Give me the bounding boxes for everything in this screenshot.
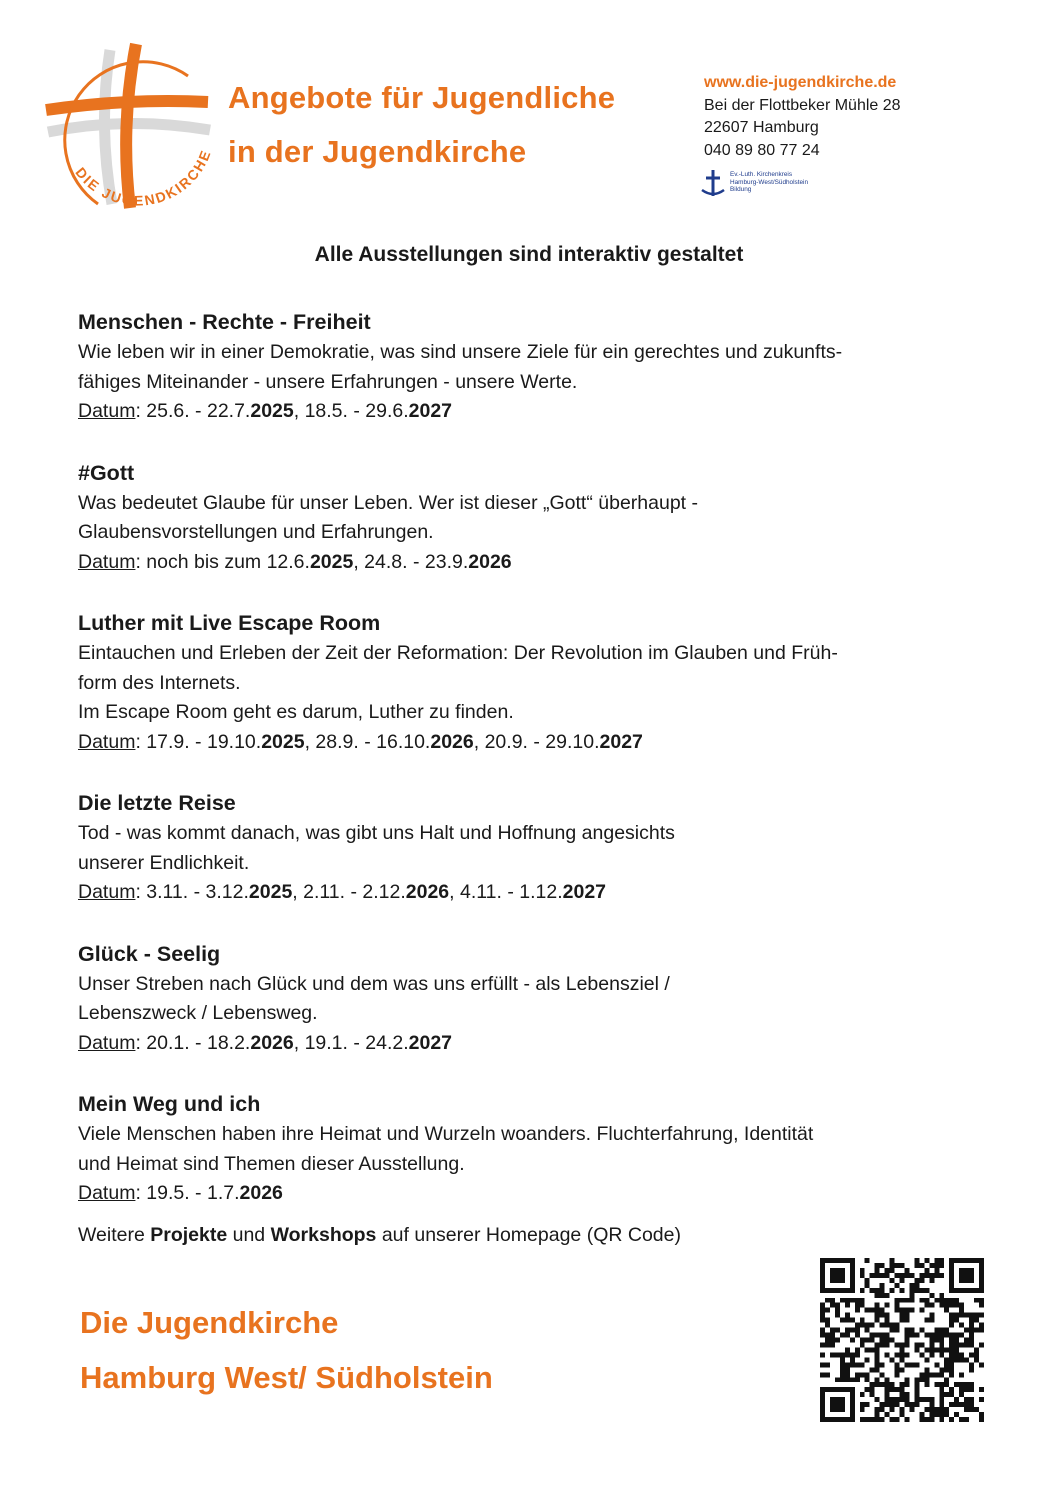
date-range: , 28.9. - 16.10. (304, 730, 431, 753)
date-range: : 20.1. - 18.2. (135, 1031, 251, 1054)
date-range: , 2.11. - 2.12. (292, 881, 406, 903)
exhibition-title: #Gott (78, 460, 135, 485)
note-pre: Weitere (78, 1223, 151, 1246)
contact-phone: 040 89 80 77 24 (704, 141, 820, 159)
kirchenkreis-line3: Bildung (730, 186, 752, 193)
qr-code[interactable] (820, 1258, 984, 1422)
logo-ring-text: DIE JUGENDKIRCHE (72, 146, 215, 209)
website-link[interactable]: www.die-jugendkirche.de (704, 74, 897, 91)
date-label: Datum (78, 550, 136, 573)
header-title-line2: in der Jugendkirche (228, 134, 527, 169)
date-range: , 19.1. - 24.2. (293, 1031, 409, 1054)
exhibition-section (78, 607, 978, 757)
exhibition-dates (78, 878, 978, 908)
date-year: 2025 (309, 550, 354, 573)
exhibition-section (78, 306, 978, 427)
exhibition-description-line: Lebenszweck / Lebensweg. (78, 1002, 318, 1024)
date-label: Datum (78, 730, 136, 753)
contact-city: 22607 Hamburg (704, 119, 819, 136)
exhibition-dates (78, 397, 978, 427)
date-range: , 4.11. - 1.12. (449, 881, 563, 903)
date-year: 2027 (562, 881, 607, 903)
contact-street: Bei der Flottbeker Mühle 28 (704, 96, 901, 114)
exhibition-dates (78, 1179, 978, 1209)
brand-line1: Die Jugendkirche (80, 1305, 339, 1340)
exhibition-title: Menschen - Rechte - Freiheit (78, 310, 371, 334)
date-range: , 20.9. - 29.10. (473, 730, 600, 753)
date-range: : 3.11. - 3.12. (135, 881, 249, 903)
date-label: Datum (78, 881, 136, 903)
date-year: 2027 (599, 730, 643, 753)
exhibition-description-line: Glaubensvorstellungen und Erfahrungen. (78, 521, 434, 543)
contact-block (704, 72, 901, 162)
homepage-note (78, 1221, 978, 1251)
date-year: 2027 (408, 1031, 453, 1054)
note-projekte: Projekte (150, 1223, 228, 1246)
exhibition-description-line: Viele Menschen haben ihre Heimat und Wurzeln woanders. Fluchterfahrung, Identität (78, 1123, 814, 1145)
exhibition-title: Glück - Seelig (78, 941, 221, 966)
exhibition-section (78, 457, 978, 578)
kirchenkreis-logo (699, 168, 849, 200)
exhibition-title: Luther mit Live Escape Room (78, 611, 381, 635)
exhibition-dates (78, 728, 978, 758)
exhibition-description-line: unserer Endlichkeit. (78, 851, 250, 874)
jugendkirche-logo (38, 36, 218, 216)
date-range: : 19.5. - 1.7. (135, 1182, 240, 1204)
exhibition-section (78, 787, 978, 908)
exhibition-description-line: Unser Streben nach Glück und dem was uns erfüllt - als Lebensziel / (78, 972, 670, 995)
exhibition-description-line: Eintauchen und Erleben der Zeit der Reformation: Der Revolution im Glauben und Früh- (78, 642, 838, 664)
date-year: 2025 (250, 400, 294, 422)
exhibition-dates (78, 548, 978, 578)
date-range: : noch bis zum 12.6. (135, 550, 310, 573)
date-label: Datum (78, 1031, 136, 1054)
date-label: Datum (78, 400, 136, 422)
date-range: , 18.5. - 29.6. (293, 400, 409, 422)
date-year: 2026 (250, 1031, 294, 1054)
exhibition-section (78, 938, 978, 1059)
brand-line2: Hamburg West/ Südholstein (80, 1360, 493, 1395)
date-year: 2027 (408, 400, 453, 422)
exhibition-description-line: Im Escape Room geht es darum, Luther zu finden. (78, 701, 514, 723)
date-year: 2025 (248, 881, 293, 903)
exhibition-description-line: und Heimat sind Themen dieser Ausstellung. (78, 1152, 465, 1175)
exhibition-description-line: Was bedeutet Glaube für unser Leben. Wer ist dieser „Gott“ überhaupt - (78, 491, 698, 514)
exhibition-description-line: form des Internets. (78, 671, 241, 694)
exhibition-description-line: fähiges Miteinander - unsere Erfahrungen - unsere Werte. (78, 370, 578, 393)
exhibition-title: Mein Weg und ich (78, 1092, 261, 1116)
exhibition-dates (78, 1029, 978, 1059)
date-range: : 17.9. - 19.10. (135, 730, 262, 753)
header-title-line1: Angebote für Jugendliche (228, 80, 616, 115)
church-cross-icon (699, 168, 727, 198)
subtitle: Alle Ausstellungen sind interaktiv gestaltet (314, 243, 744, 266)
exhibition-title: Die letzte Reise (78, 791, 236, 815)
date-year: 2026 (239, 1182, 283, 1204)
date-label: Datum (78, 1182, 136, 1204)
note-mid: und (227, 1223, 271, 1246)
date-year: 2026 (430, 730, 474, 753)
exhibition-section (78, 1088, 978, 1209)
date-year: 2026 (405, 881, 450, 903)
note-post: auf unserer Homepage (QR Code) (376, 1223, 681, 1246)
date-year: 2026 (468, 550, 512, 573)
kirchenkreis-line2: Hamburg-West/Südholstein (730, 178, 809, 186)
qr-modules (820, 1258, 984, 1422)
date-year: 2025 (261, 730, 305, 753)
date-range: : 25.6. - 22.7. (135, 400, 251, 422)
exhibition-description-line: Tod - was kommt danach, was gibt uns Halt und Hoffnung angesichts (78, 822, 675, 844)
note-workshops: Workshops (270, 1223, 377, 1246)
date-range: , 24.8. - 23.9. (353, 550, 469, 573)
kirchenkreis-line1: Ev.-Luth. Kirchenkreis (730, 171, 793, 178)
exhibition-list (78, 306, 978, 1270)
exhibition-description-line: Wie leben wir in einer Demokratie, was sind unsere Ziele für ein gerechtes und zukunfts- (78, 341, 843, 363)
